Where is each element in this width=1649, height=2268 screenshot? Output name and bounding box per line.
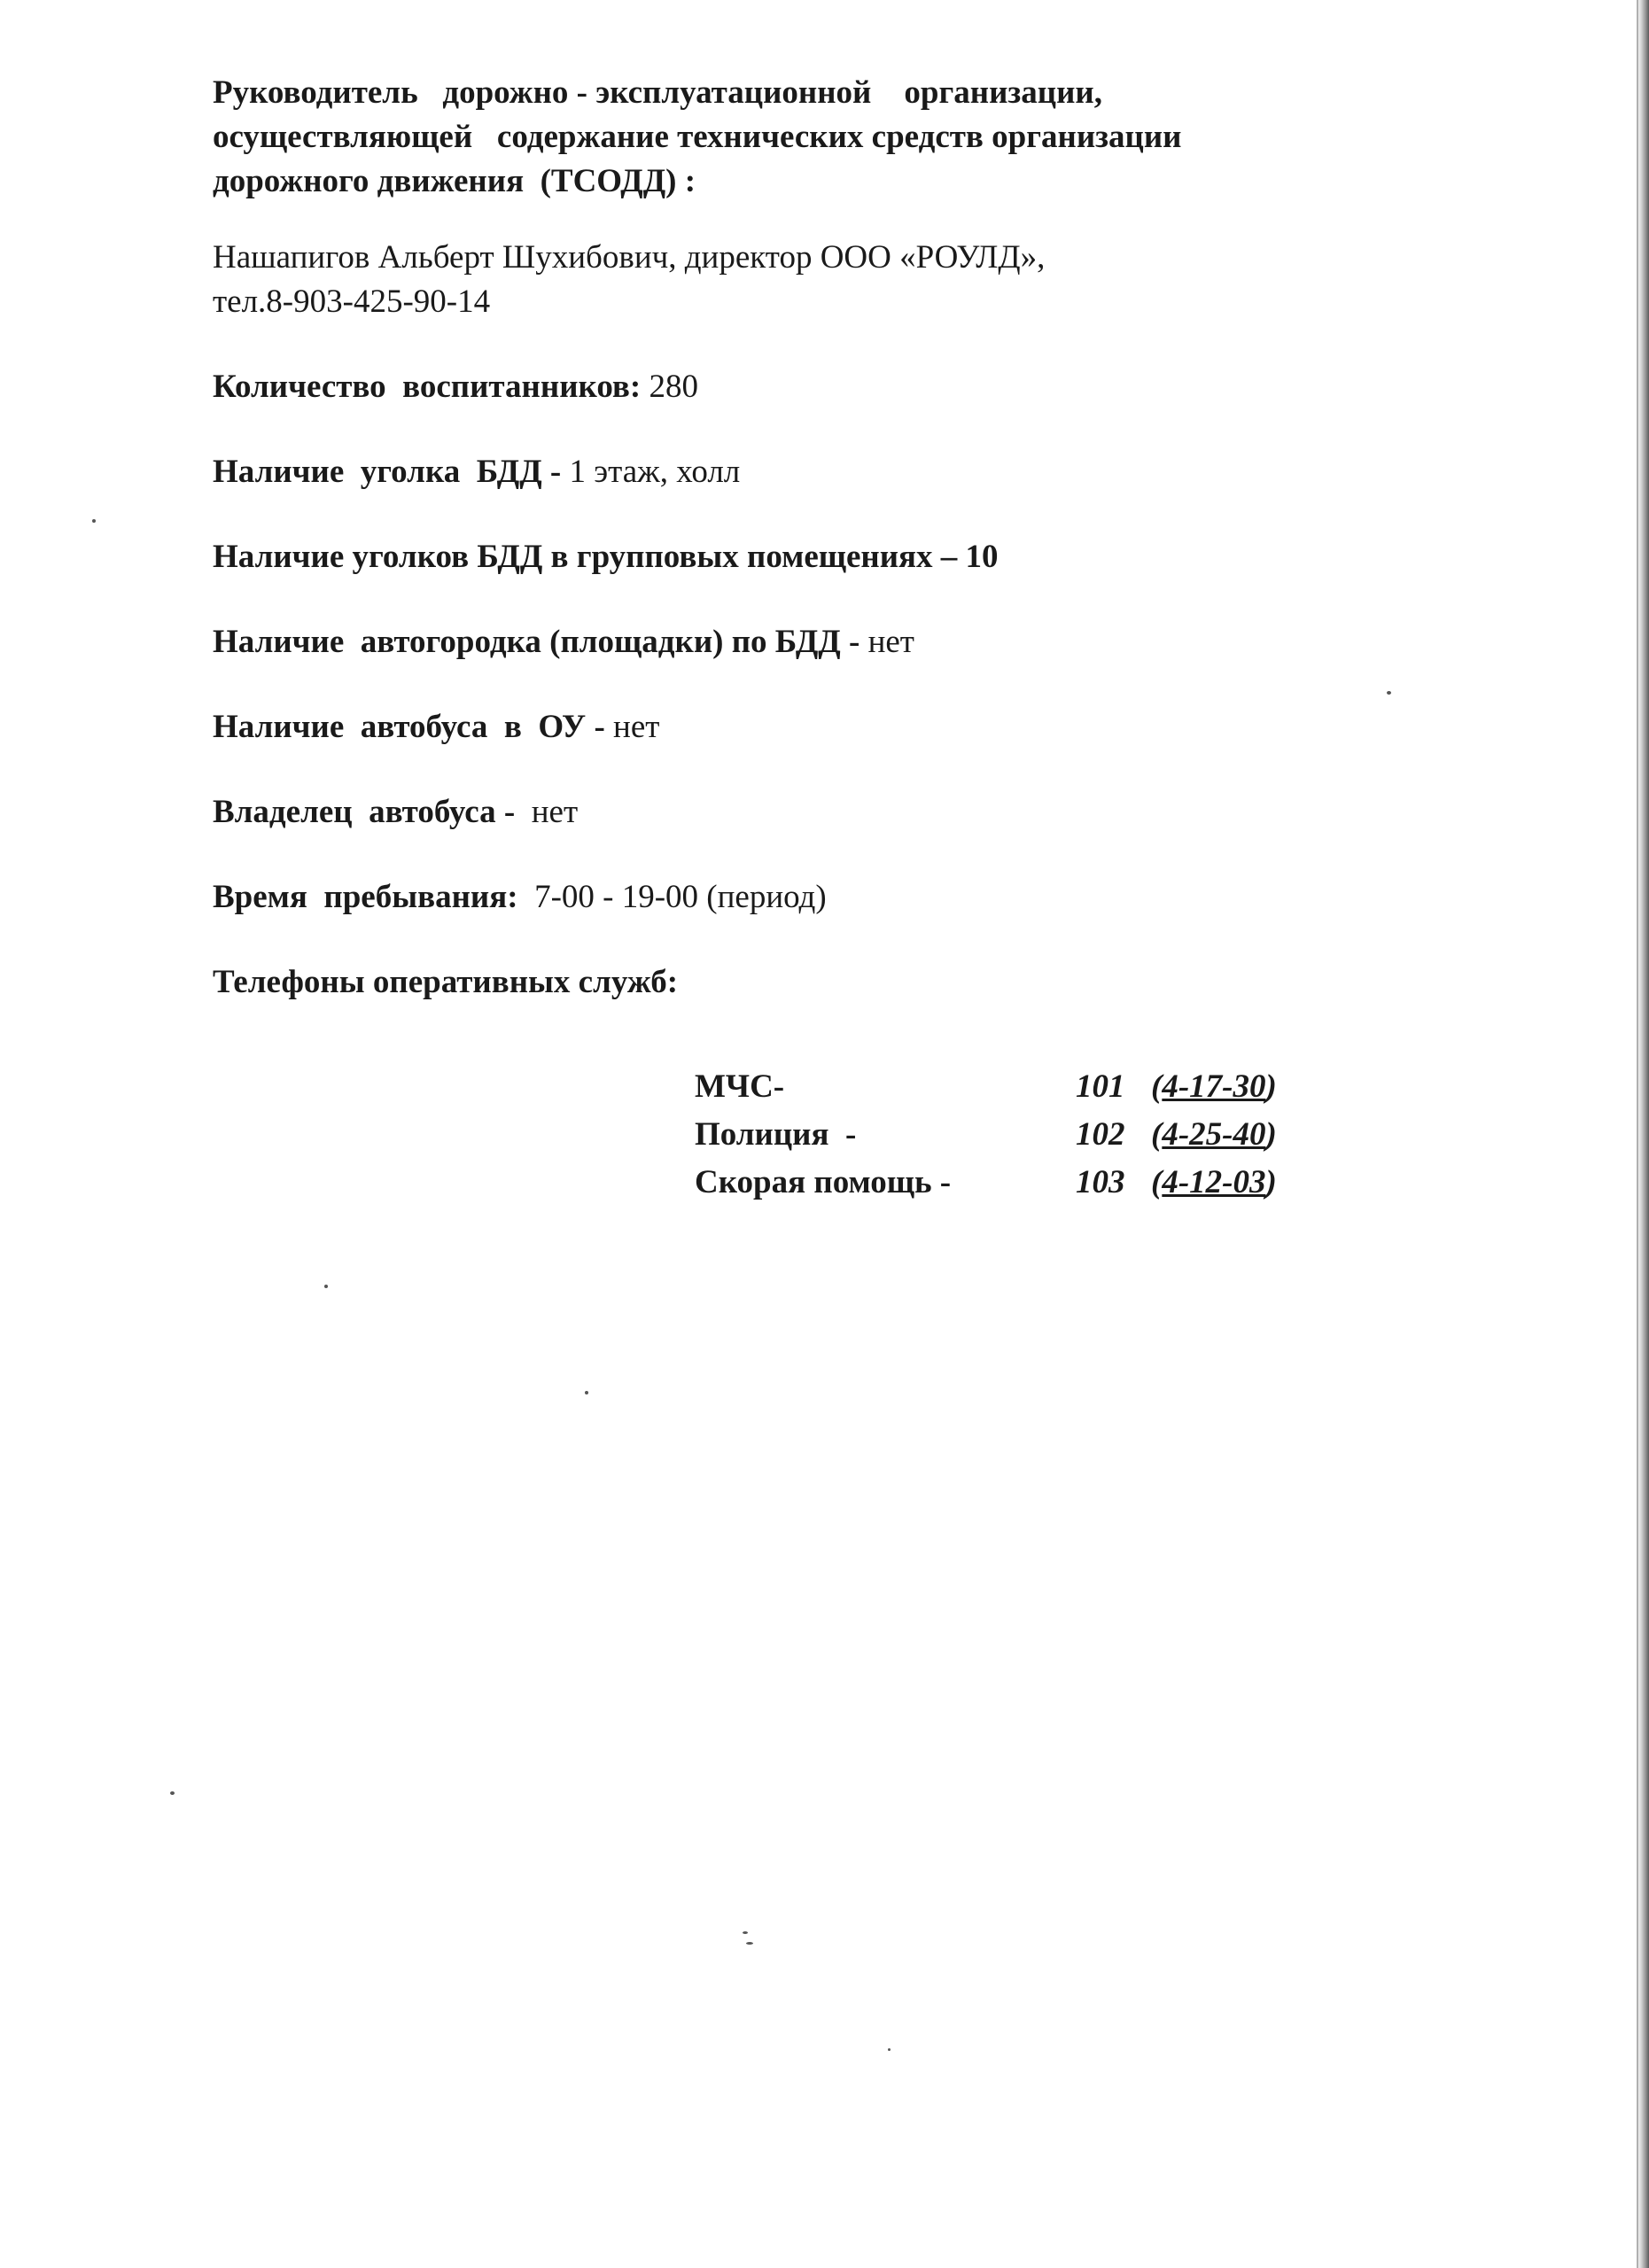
organization-heading xyxy=(213,71,1347,204)
emergency-services-list xyxy=(695,1063,1315,1207)
item-label: Время пребывания: xyxy=(213,879,518,915)
service-local-digits: 4-12-03 xyxy=(1162,1164,1266,1200)
service-number: 101 xyxy=(1076,1068,1125,1105)
service-local-number: (4-25-40) xyxy=(1151,1116,1277,1153)
info-item-autotown xyxy=(213,620,1347,664)
service-name: Скорая помощь - xyxy=(695,1164,952,1200)
heading-line-2: осуществляющей содержание технических средств организации xyxy=(213,119,1182,155)
service-row-mchs xyxy=(695,1063,1315,1111)
scan-speck xyxy=(1387,691,1391,695)
item-label: Владелец автобуса - xyxy=(213,794,516,830)
heading-line-3: дорожного движения (ТСОДД) : xyxy=(213,163,696,199)
scan-speck xyxy=(746,1942,753,1945)
scan-speck xyxy=(888,2048,891,2051)
item-value: нет xyxy=(860,624,914,660)
item-label: Наличие автобуса в ОУ - xyxy=(213,709,605,745)
service-local-digits: 4-17-30 xyxy=(1162,1068,1266,1105)
service-number: 103 xyxy=(1076,1164,1125,1200)
info-item-bus xyxy=(213,705,1347,750)
info-item-bus-owner xyxy=(213,790,1347,835)
item-label: Наличие уголков БДД в групповых помещениях – 10 xyxy=(213,539,999,575)
service-number: 102 xyxy=(1076,1116,1125,1153)
item-value: 7-00 - 19-00 (период) xyxy=(517,879,827,915)
scan-speck xyxy=(585,1391,588,1394)
scan-edge-line xyxy=(1637,0,1638,2268)
info-item-pupils xyxy=(213,365,1347,409)
scan-speck xyxy=(324,1285,328,1288)
service-row-police xyxy=(695,1111,1315,1159)
info-item-corner xyxy=(213,450,1347,494)
item-label: Наличие уголка БДД - xyxy=(213,454,562,490)
item-value: 280 xyxy=(641,369,698,405)
item-value: нет xyxy=(515,794,579,830)
item-value: нет xyxy=(604,709,660,745)
director-contact xyxy=(213,236,1347,324)
item-label: Наличие автогородка (площадки) по БДД - xyxy=(213,624,860,660)
phones-title: Телефоны оперативных служб: xyxy=(213,964,679,1000)
service-row-ambulance xyxy=(695,1159,1315,1207)
service-local-number: (4-12-03) xyxy=(1151,1164,1277,1200)
scan-speck xyxy=(743,1931,748,1934)
scan-speck xyxy=(170,1791,175,1795)
info-item-stay-time xyxy=(213,875,1347,920)
service-name: Полиция - xyxy=(695,1116,857,1153)
service-name: МЧС- xyxy=(695,1068,785,1105)
scan-speck xyxy=(92,519,96,523)
director-name: Нашапигов Альберт Шухибович, директор ООО «РОУЛД», xyxy=(213,239,1046,276)
document-body xyxy=(213,71,1347,1005)
director-phone: тел.8-903-425-90-14 xyxy=(213,284,491,320)
heading-line-1: Руководитель дорожно - эксплуатационной организации, xyxy=(213,74,1102,111)
info-item-group-corners xyxy=(213,535,1347,579)
item-label: Количество воспитанников: xyxy=(213,369,642,405)
service-local-number: (4-17-30) xyxy=(1151,1068,1277,1105)
scan-page-edge xyxy=(1637,0,1649,2268)
item-value: 1 этаж, холл xyxy=(561,454,741,490)
service-local-digits: 4-25-40 xyxy=(1162,1116,1266,1153)
